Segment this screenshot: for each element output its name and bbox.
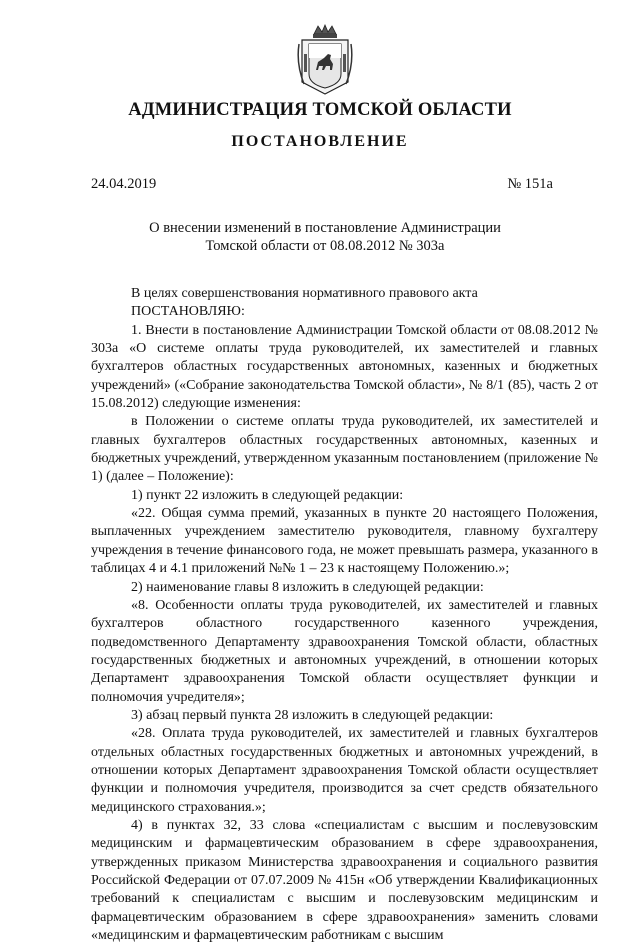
body-paragraph-decree: ПОСТАНОВЛЯЮ: (131, 304, 245, 320)
document-date: 24.04.2019 (91, 176, 157, 192)
body-paragraph: «28. Оплата труда руководителей, их заместителей и главных бухгалтеров отдельных областных государственных бюджетных и автономных учреждений, в отношении которых Департамент здравоохранения Томской области осуществляет функции и полномочия учредителя, производится за счет средств обязательного медицинского страхования.»; (91, 726, 598, 815)
document-subject (100, 219, 550, 255)
body-paragraph: 3) абзац первый пункта 28 изложить в следующей редакции: (131, 707, 494, 723)
organization-name: АДМИНИСТРАЦИЯ ТОМСКОЙ ОБЛАСТИ (128, 100, 512, 120)
body-paragraph: 2) наименование главы 8 изложить в следующей редакции: (131, 579, 484, 595)
coat-of-arms-icon (296, 24, 354, 96)
body-paragraph: 1. Внести в постановление Администрации Томской области от 08.08.2012 № 303а «О системе оплаты труда руководителей, их заместителей и главных бухгалтеров областных государственных автономных, казенных и бюджетных учреждений» («Собрание законодательства Томской области», № 8/1 (85), часть 2 от 15.08.2012) следующие изменения: (91, 322, 598, 412)
body-paragraph: «8. Особенности оплаты труда руководителей, их заместителей и главных бухгалтеров областного государственного казенного учреждения, подведомственного Департаменту здравоохранения Томской области, областных государственных бюджетных и автономных учреждений, в отношении которых Департамент здравоохранения Томской области осуществляет функции и полномочия учредителя»; (91, 597, 598, 705)
document-body (91, 285, 598, 945)
body-paragraph: «22. Общая сумма премий, указанных в пункте 20 настоящего Положения, выплаченных учреждением заместителю руководителя, главному бухгалтеру учреждения в течение финансового года, не может превышать размера, указанного в таблицах 4 и 4.1 приложений №№ 1 – 23 к настоящему Положению.»; (91, 506, 598, 577)
document-number: № 151а (507, 176, 553, 192)
document-type-title: ПОСТАНОВЛЕНИЕ (231, 133, 409, 150)
body-paragraph: в Положении о системе оплаты труда руководителей, их заместителей и главных бухгалтеров областных государственных автономных, казенных и бюджетных учреждений, утвержденном указанным постановлением (приложение № 1) (далее – Положение): (91, 414, 598, 485)
body-paragraph: 1) пункт 22 изложить в следующей редакции: (131, 487, 404, 503)
body-paragraph: В целях совершенствования нормативного правового акта (131, 286, 478, 301)
subject-line-2: Томской области от 08.08.2012 № 303а (205, 238, 445, 254)
subject-line-1: О внесении изменений в постановление Администрации (149, 220, 501, 236)
body-paragraph: 4) в пунктах 32, 33 слова «специалистам с высшим и послевузовским медицинским и фармацевтическим образованием в сфере здравоохранения, утвержденных приказом Министерства здравоохранения и социального развития Российской Федерации от 07.07.2009 № 415н «Об утверждении Квалификационных требований к специалистам с высшим и послевузовским медицинским и фармацевтическим образованием в сфере здравоохранения» заменить словами «медицинским и фармацевтическим работникам с высшим (91, 817, 598, 944)
